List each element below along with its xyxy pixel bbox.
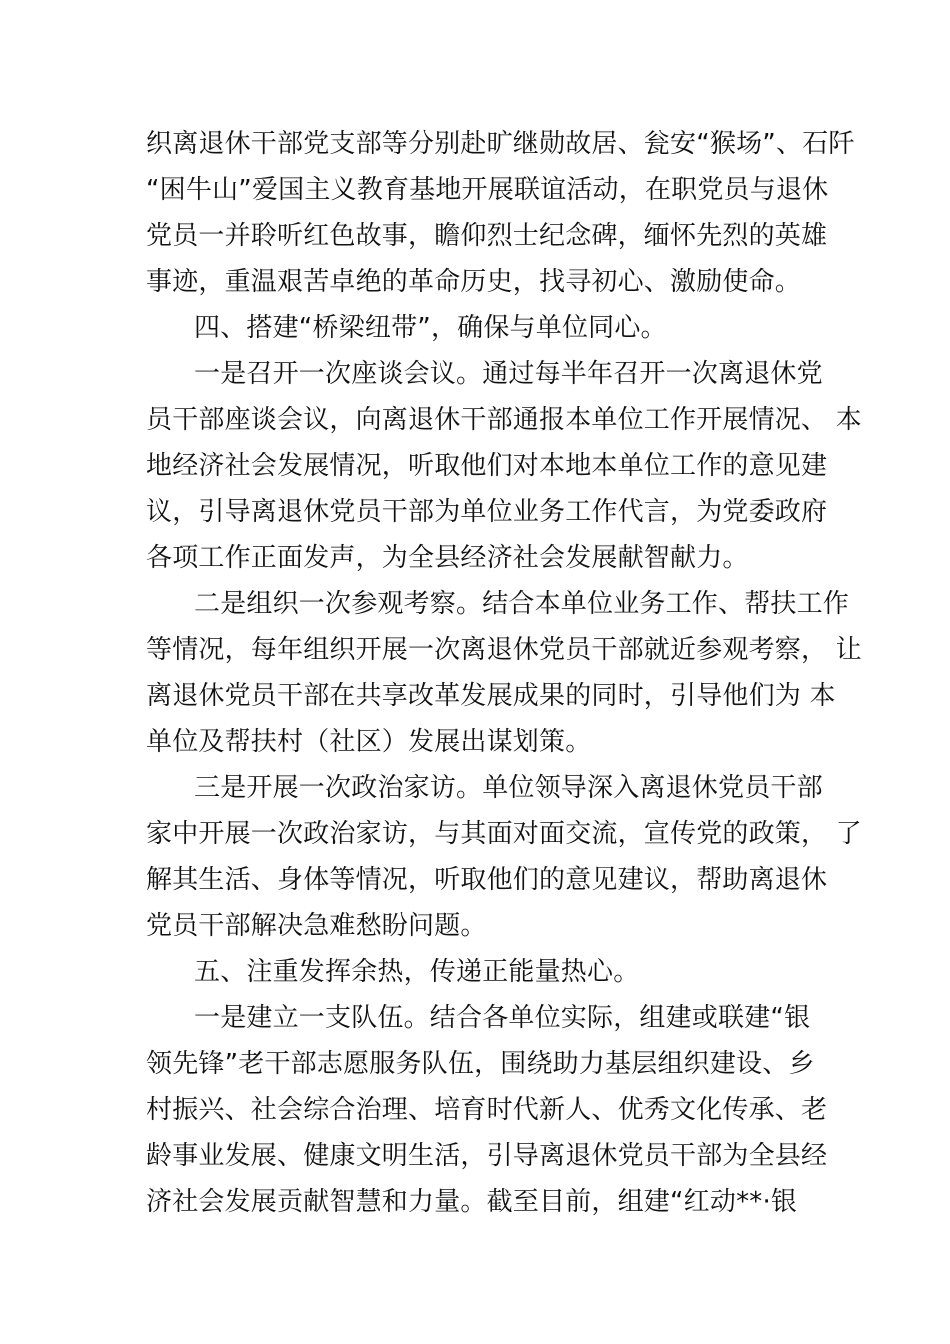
text-line: 等情况，每年组织开展一次离退休党员干部就近参观考察， 让 — [146, 635, 862, 665]
text-line: 三是开展一次政治家访。单位领导深入离退休党员干部 — [194, 773, 823, 803]
text-line: 单位及帮扶村（社区）发展出谋划策。 — [146, 727, 592, 757]
text-line: 领先锋”老干部志愿服务队伍，围绕助力基层组织建设、乡 — [146, 1049, 815, 1079]
text-line: 党员干部解决急难愁盼问题。 — [146, 911, 487, 941]
text-line: 村振兴、社会综合治理、培育时代新人、优秀文化传承、老 — [146, 1095, 828, 1125]
text-line: 解其生活、身体等情况，听取他们的意见建议，帮助离退休 — [146, 865, 828, 895]
text-line: “困牛山”爱国主义教育基地开展联谊活动，在职党员与退休 — [146, 175, 829, 205]
text-line: 龄事业发展、健康文明生活，引导离退休党员干部为全县经 — [146, 1141, 828, 1171]
text-line: 地经济社会发展情况，听取他们对本地本单位工作的意见建 — [146, 451, 828, 481]
text-line: 员干部座谈会议，向离退休干部通报本单位工作开展情况、 本 — [146, 405, 862, 435]
text-line: 离退休党员干部在共享改革发展成果的同时，引导他们为 本 — [146, 681, 836, 711]
section-heading-4: 四、搭建“桥梁纽带”，确保与单位同心。 — [194, 313, 667, 343]
text-line: 织离退休干部党支部等分别赴旷继勋故居、瓮安“猴场”、石阡 — [146, 129, 855, 159]
text-line: 一是召开一次座谈会议。通过每半年召开一次离退休党 — [194, 359, 823, 389]
text-line: 议，引导离退休党员干部为单位业务工作代言，为党委政府 — [146, 497, 828, 527]
text-line: 一是建立一支队伍。结合各单位实际，组建或联建“银 — [194, 1003, 811, 1033]
text-line: 事迹，重温艰苦卓绝的革命历史，找寻初心、激励使命。 — [146, 267, 802, 297]
text-line: 家中开展一次政治家访，与其面对面交流，宣传党的政策， 了 — [146, 819, 862, 849]
text-line: 各项工作正面发声，为全县经济社会发展献智献力。 — [146, 543, 749, 573]
text-line: 二是组织一次参观考察。结合本单位业务工作、帮扶工作 — [194, 589, 850, 619]
text-line: 党员一并聆听红色故事，瞻仰烈士纪念碑，缅怀先烈的英雄 — [146, 221, 828, 251]
text-line: 济社会发展贡献智慧和力量。截至目前，组建“红动**·银 — [146, 1187, 798, 1217]
section-heading-5: 五、注重发挥余热，传递正能量热心。 — [194, 957, 640, 987]
